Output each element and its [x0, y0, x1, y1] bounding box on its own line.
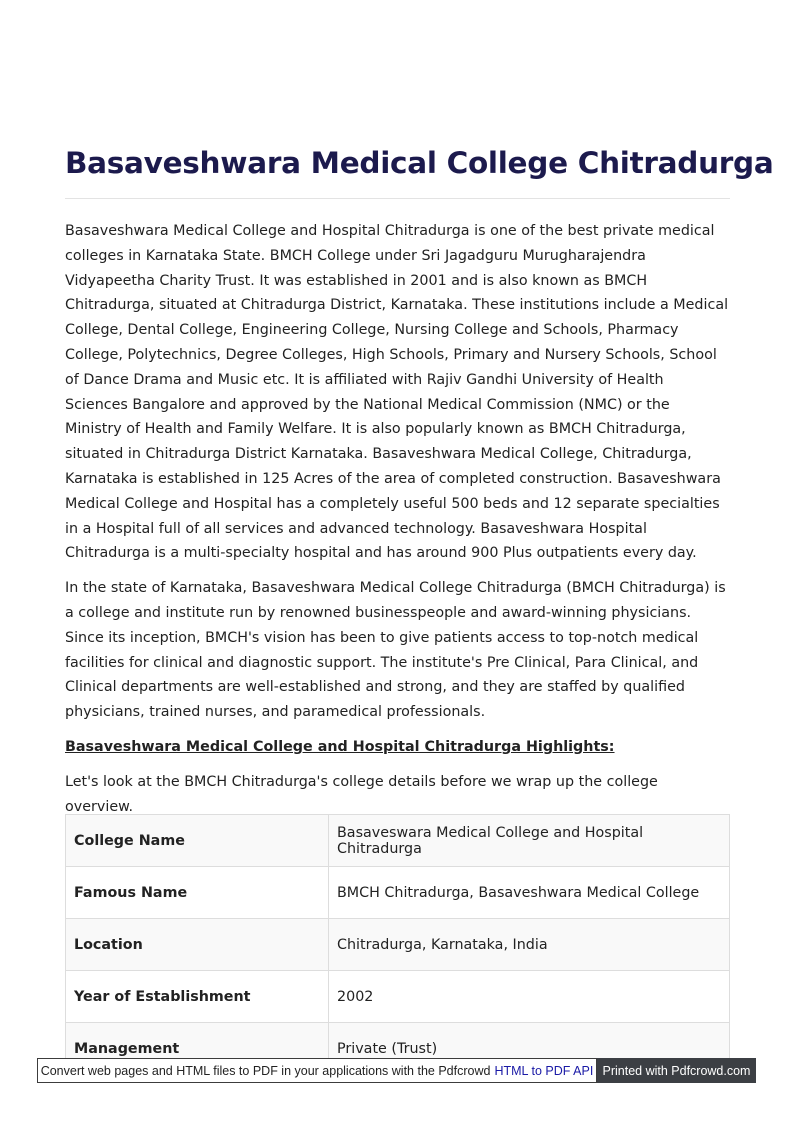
table-key: College Name: [66, 815, 329, 867]
table-key: Year of Establishment: [66, 971, 329, 1023]
highlights-table-container: [65, 804, 731, 1057]
table-value: Chitradurga, Karnataka, India: [329, 919, 730, 971]
printed-with-pdfcrowd-link[interactable]: Printed with Pdfcrowd.com: [597, 1058, 756, 1083]
table-value: 2002: [329, 971, 730, 1023]
highlights-heading: Basaveshwara Medical College and Hospital Chitradurga Highlights:: [65, 738, 615, 755]
table-row: [66, 815, 730, 867]
html-to-pdf-api-link[interactable]: HTML to PDF API: [494, 1063, 594, 1078]
table-row: [66, 971, 730, 1023]
table-value: Basaveswara Medical College and Hospital Chitradurga: [329, 815, 730, 867]
table-value: Private (Trust): [329, 1023, 730, 1075]
highlights-table: [65, 814, 730, 1075]
footer-convert-text: Convert web pages and HTML files to PDF in your applications with the Pdfcrowd: [40, 1063, 491, 1078]
page-title: Basaveshwara Medical College Chitradurga: [65, 146, 774, 180]
title-divider: [65, 198, 730, 199]
article: [65, 140, 774, 829]
table-key: Famous Name: [66, 867, 329, 919]
paragraph-overview: Basaveshwara Medical College and Hospital Chitradurga is one of the best private medical colleges in Karnataka State. BMCH College under Sri Jagadguru Murugharajendra Vidyapeetha Charity Trust. It was established in 2001 and is also known as BMCH Chitradurga, situated at Chitradurga District, Karnataka. These institutions include a Medical College, Dental College, Engineering College, Nursing College and Schools, Pharmacy College, Polytechnics, Degree Colleges, High Schools, Primary and Nursery Schools, School of Dance Drama and Music etc. It is affiliated with Rajiv Gandhi University of Health Sciences Bangalore and approved by the National Medical Commission (NMC) or the Ministry of Health and Family Welfare. It is also popularly known as BMCH Chitradurga, situated in Chitradurga District Karnataka. Basaveshwara Medical College, Chitradurga, Karnataka is established in 125 Acres of the area of completed construction. Basaveshwara Medical College and Hospital has a completely useful 500 beds and 12 separate specialties in a Hospital full of all services and advanced technology. Basaveshwara Hospital Chitradurga is a multi-specialty hospital and has around 900 Plus outpatients every day.: [65, 223, 729, 562]
footer-convert-box: [37, 1058, 597, 1083]
table-value: BMCH Chitradurga, Basaveshwara Medical College: [329, 867, 730, 919]
paragraph-vision: In the state of Karnataka, Basaveshwara Medical College Chitradurga (BMCH Chitradurga) is a college and institute run by renowned businesspeople and award-winning physicians. Since its inception, BMCH's vision has been to give patients access to top-notch medical facilities for clinical and diagnostic support. The institute's Pre Clinical, Para Clinical, and Clinical departments are well-established and strong, and they are staffed by qualified physicians, trained nurses, and paramedical professionals.: [65, 580, 726, 721]
table-row: [66, 919, 730, 971]
pdfcrowd-footer: [37, 1058, 756, 1083]
table-row: [66, 867, 730, 919]
table-key: Location: [66, 919, 329, 971]
highlights-intro: Let's look at the BMCH Chitradurga's college details before we wrap up the college overview.: [65, 773, 658, 815]
table-key: Management: [66, 1023, 329, 1075]
